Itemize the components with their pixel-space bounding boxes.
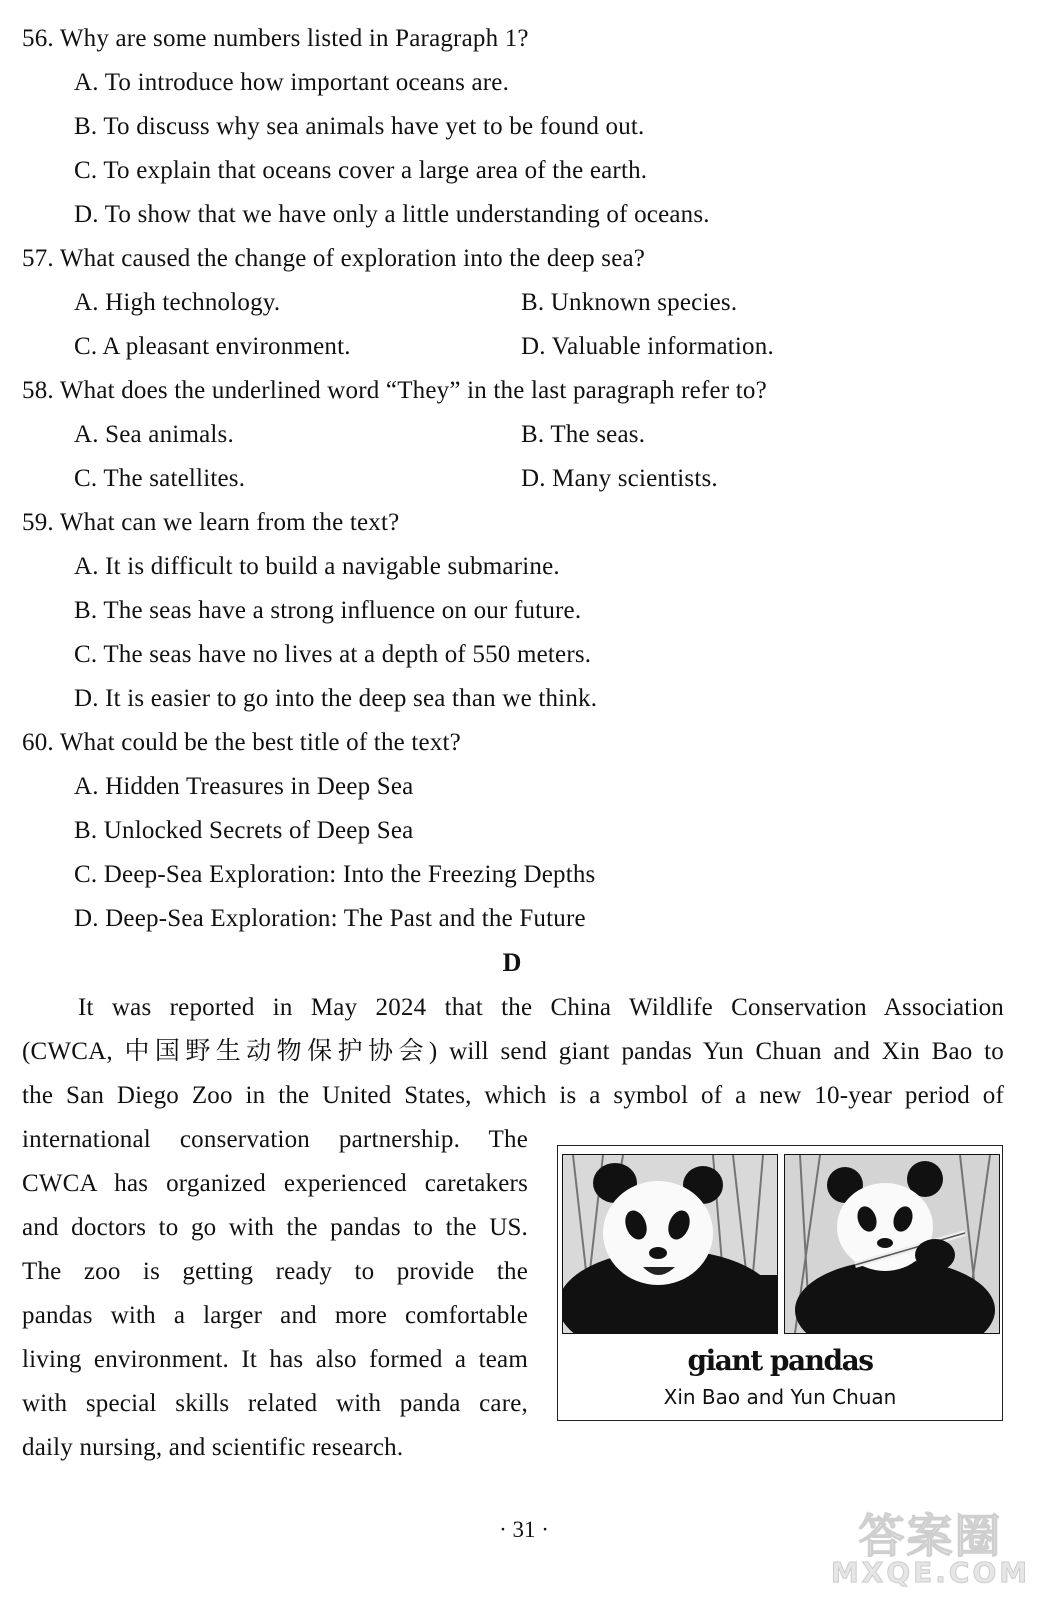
question-56-option-c: C. To explain that oceans cover a large area of the earth.	[74, 157, 648, 184]
question-60-option-d: D. Deep-Sea Exploration: The Past and the Future	[74, 905, 586, 932]
passage-line-10: with special skills related with panda care,	[22, 1390, 528, 1417]
passage-line-3: the San Diego Zoo in the United States, which is a symbol of a new 10-year period of	[22, 1082, 1004, 1109]
section-heading-d: D	[502, 948, 522, 977]
question-56-option-d: D. To show that we have only a little understanding of oceans.	[74, 201, 710, 228]
question-56-option-a: A. To introduce how important oceans are.	[74, 69, 510, 96]
question-58-option-b: B. The seas.	[521, 421, 646, 448]
watermark-logo	[828, 1500, 1033, 1595]
question-60-option-b: B. Unlocked Secrets of Deep Sea	[74, 817, 414, 844]
question-60-option-a: A. Hidden Treasures in Deep Sea	[74, 773, 414, 800]
passage-line-7: The zoo is getting ready to provide the	[22, 1258, 528, 1285]
watermark-bottom-text: MXQE.COM	[830, 1556, 1031, 1589]
question-57-option-c: C. A pleasant environment.	[74, 333, 351, 360]
passage-line-5: CWCA has organized experienced caretakers	[22, 1170, 528, 1197]
page-number: · 31 ·	[499, 1517, 549, 1542]
passage-line-8: pandas with a larger and more comfortable	[22, 1302, 528, 1329]
passage-line-2: (CWCA, 中国野生动物保护协会) will send giant pandas Yun Chuan and Xin Bao to	[22, 1038, 1004, 1065]
question-59-option-d: D. It is easier to go into the deep sea than we think.	[74, 685, 598, 712]
question-59-option-c: C. The seas have no lives at a depth of 550 meters.	[74, 641, 592, 668]
passage-line-4: international conservation partnership. The	[22, 1126, 528, 1153]
question-59-stem: 59. What can we learn from the text?	[22, 509, 400, 536]
passage-line-1: It was reported in May 2024 that the China Wildlife Conservation Association	[78, 994, 1004, 1021]
question-60-stem: 60. What could be the best title of the text?	[22, 729, 461, 756]
passage-line-9: living environment. It has also formed a team	[22, 1346, 528, 1373]
panda-figure	[557, 1145, 1003, 1421]
question-58-option-d: D. Many scientists.	[521, 465, 718, 492]
question-59-option-b: B. The seas have a strong influence on our future.	[74, 597, 582, 624]
panda-photo-xin-bao	[562, 1154, 778, 1334]
question-57-option-a: A. High technology.	[74, 289, 281, 316]
question-59-option-a: A. It is difficult to build a navigable submarine.	[74, 553, 560, 580]
watermark-top-text: 答案圈	[858, 1509, 1003, 1563]
question-58-stem: 58. What does the underlined word “They” in the last paragraph refer to?	[22, 377, 767, 404]
question-57-stem: 57. What caused the change of exploration into the deep sea?	[22, 245, 646, 272]
question-58-option-c: C. The satellites.	[74, 465, 246, 492]
passage-line-6: and doctors to go with the pandas to the US.	[22, 1214, 528, 1241]
question-60-option-c: C. Deep-Sea Exploration: Into the Freezing Depths	[74, 861, 596, 888]
figure-caption-title: giant pandas	[687, 1344, 873, 1377]
panda-photo-yun-chuan	[784, 1154, 1000, 1334]
question-56-option-b: B. To discuss why sea animals have yet to be found out.	[74, 113, 645, 140]
question-57-option-d: D. Valuable information.	[521, 333, 774, 360]
question-56-stem: 56. Why are some numbers listed in Paragraph 1?	[22, 25, 529, 52]
question-58-option-a: A. Sea animals.	[74, 421, 234, 448]
figure-caption-names: Xin Bao and Yun Chuan	[663, 1385, 897, 1409]
passage-line-11: daily nursing, and scientific research.	[22, 1434, 404, 1461]
question-57-option-b: B. Unknown species.	[521, 289, 738, 316]
